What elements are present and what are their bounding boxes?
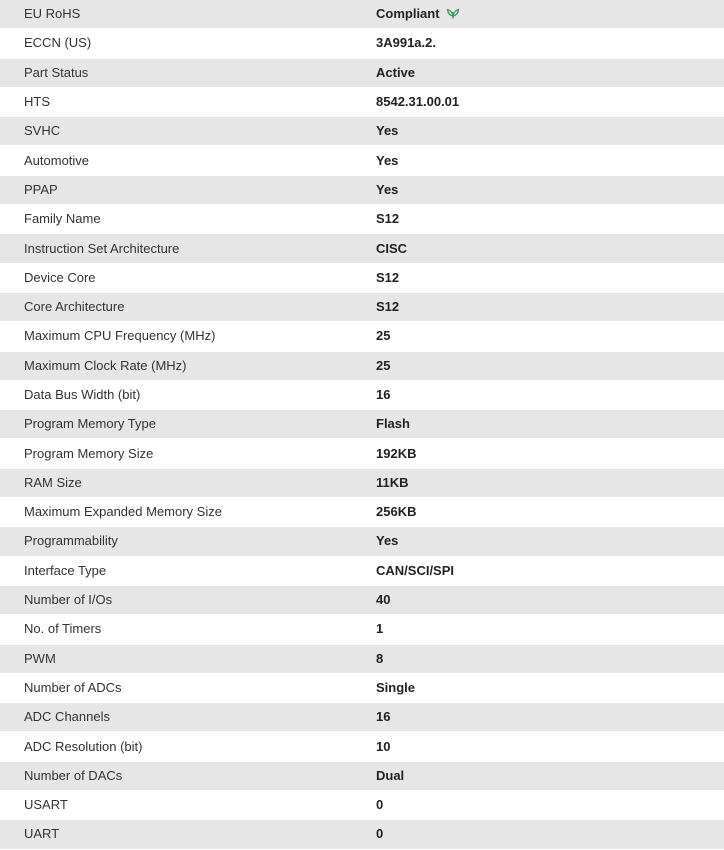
- table-row: [0, 205, 724, 234]
- spec-value: Dual: [376, 761, 724, 790]
- table-row: [0, 263, 724, 292]
- spec-value: Yes: [376, 527, 724, 556]
- spec-label: Program Memory Type: [0, 410, 376, 439]
- spec-value: Yes: [376, 146, 724, 175]
- spec-label: RAM Size: [0, 468, 376, 497]
- spec-value: 11KB: [376, 468, 724, 497]
- spec-value: 0: [376, 820, 724, 849]
- spec-label: Instruction Set Architecture: [0, 234, 376, 263]
- table-row: [0, 527, 724, 556]
- spec-label: Number of DACs: [0, 761, 376, 790]
- spec-label: No. of Timers: [0, 615, 376, 644]
- table-row: [0, 0, 724, 29]
- spec-label: Programmability: [0, 527, 376, 556]
- spec-label: Number of I/Os: [0, 585, 376, 614]
- spec-label: Automotive: [0, 146, 376, 175]
- spec-label: Maximum Expanded Memory Size: [0, 498, 376, 527]
- spec-label: Family Name: [0, 205, 376, 234]
- table-row: [0, 468, 724, 497]
- spec-label: Data Bus Width (bit): [0, 380, 376, 409]
- table-row: [0, 761, 724, 790]
- spec-label: USART: [0, 791, 376, 820]
- spec-label: PPAP: [0, 175, 376, 204]
- spec-label: Maximum CPU Frequency (MHz): [0, 322, 376, 351]
- table-row: [0, 703, 724, 732]
- table-row: [0, 791, 724, 820]
- spec-value: 256KB: [376, 498, 724, 527]
- table-row: [0, 351, 724, 380]
- spec-value: Single: [376, 673, 724, 702]
- table-row: [0, 410, 724, 439]
- spec-label: Number of ADCs: [0, 673, 376, 702]
- spec-label: PWM: [0, 644, 376, 673]
- spec-value: S12: [376, 292, 724, 321]
- spec-label: EU RoHS: [0, 0, 376, 29]
- spec-label: HTS: [0, 87, 376, 116]
- table-row: [0, 29, 724, 58]
- table-row: [0, 556, 724, 585]
- table-row: [0, 175, 724, 204]
- table-row: [0, 820, 724, 849]
- spec-value: S12: [376, 205, 724, 234]
- spec-value: 25: [376, 322, 724, 351]
- table-row: [0, 644, 724, 673]
- spec-label: SVHC: [0, 117, 376, 146]
- spec-label: Program Memory Size: [0, 439, 376, 468]
- table-row: [0, 585, 724, 614]
- table-row: [0, 146, 724, 175]
- spec-value: 0: [376, 791, 724, 820]
- spec-label: Part Status: [0, 58, 376, 87]
- spec-value: 8: [376, 644, 724, 673]
- spec-value: 1: [376, 615, 724, 644]
- spec-label: Maximum Clock Rate (MHz): [0, 351, 376, 380]
- spec-value: 192KB: [376, 439, 724, 468]
- table-row: [0, 58, 724, 87]
- table-row: [0, 439, 724, 468]
- spec-value: CISC: [376, 234, 724, 263]
- spec-label: ADC Channels: [0, 703, 376, 732]
- spec-label: Device Core: [0, 263, 376, 292]
- spec-label: ADC Resolution (bit): [0, 732, 376, 761]
- spec-value: 3A991a.2.: [376, 29, 724, 58]
- table-row: [0, 87, 724, 116]
- spec-value-text: Compliant: [376, 6, 440, 22]
- spec-value: [376, 0, 724, 29]
- spec-label: ECCN (US): [0, 29, 376, 58]
- spec-value: 25: [376, 351, 724, 380]
- spec-value: 40: [376, 585, 724, 614]
- spec-value: 8542.31.00.01: [376, 87, 724, 116]
- table-row: [0, 673, 724, 702]
- table-row: [0, 498, 724, 527]
- spec-value: Yes: [376, 175, 724, 204]
- spec-value: Flash: [376, 410, 724, 439]
- spec-value: Yes: [376, 117, 724, 146]
- table-row: [0, 322, 724, 351]
- spec-value: 16: [376, 380, 724, 409]
- table-row: [0, 292, 724, 321]
- spec-label: Core Architecture: [0, 292, 376, 321]
- spec-value: 10: [376, 732, 724, 761]
- table-row: [0, 732, 724, 761]
- spec-label: Interface Type: [0, 556, 376, 585]
- table-row: [0, 117, 724, 146]
- spec-value: CAN/SCI/SPI: [376, 556, 724, 585]
- table-row: [0, 234, 724, 263]
- spec-value: S12: [376, 263, 724, 292]
- leaf-icon: [446, 7, 460, 19]
- spec-value: Active: [376, 58, 724, 87]
- spec-label: UART: [0, 820, 376, 849]
- table-row: [0, 380, 724, 409]
- table-row: [0, 615, 724, 644]
- spec-value: 16: [376, 703, 724, 732]
